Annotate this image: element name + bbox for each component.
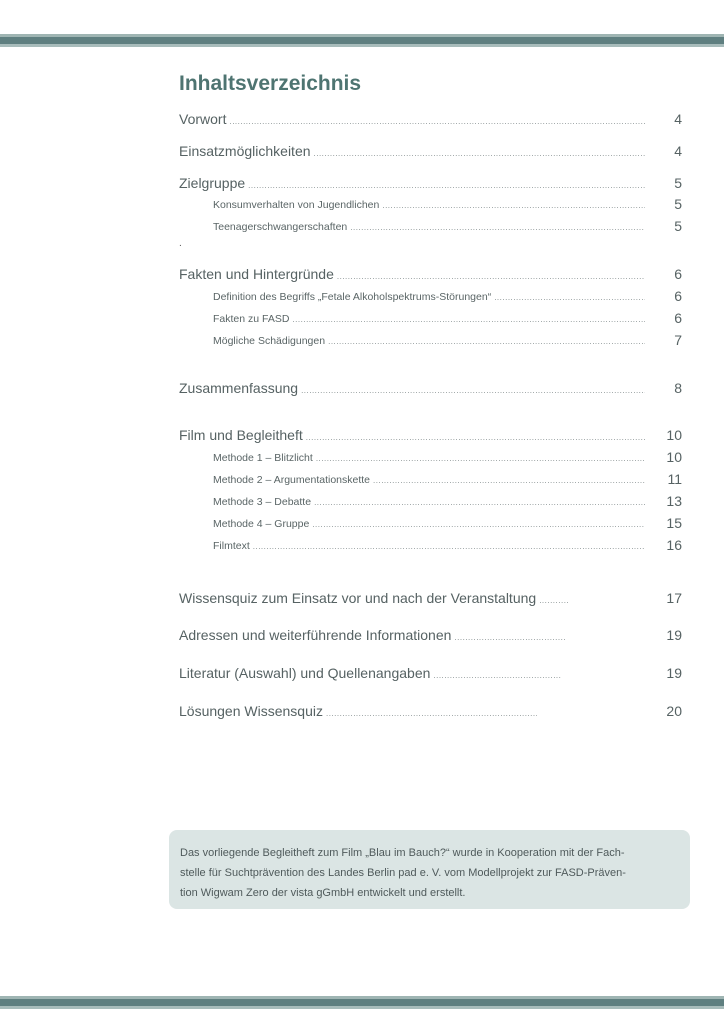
- toc-entry-film-begleitheft[interactable]: Film und Begleitheft .....: [179, 427, 647, 443]
- note-line: Das vorliegende Begleitheft zum Film „Blau im Bauch?“ wurde in Kooperation mit der Fach-: [180, 847, 625, 859]
- info-note-box: [169, 830, 690, 909]
- toc-page-number: 13: [666, 493, 682, 509]
- toc-entry-einsatzmoeglichkeiten[interactable]: Einsatzmöglichkeiten .....: [179, 143, 647, 159]
- toc-subentry-filmtext[interactable]: Filmtext .....: [213, 540, 647, 552]
- toc-page-number: 6: [674, 310, 682, 326]
- toc-page-number: 8: [674, 380, 682, 396]
- toc-page-number: 19: [666, 627, 682, 643]
- toc-page-number: 5: [674, 218, 682, 234]
- toc-subentry-definition[interactable]: Definition des Begriffs „Fetale Alkoholspektrums-Störungen“ .....: [213, 291, 647, 303]
- toc-page-number: 17: [666, 590, 682, 606]
- toc-page-number: 20: [666, 703, 682, 719]
- toc-subentry-methode-2[interactable]: Methode 2 – Argumentationskette .....: [213, 474, 647, 486]
- info-note-text: [180, 843, 682, 903]
- toc-subentry-methode-4[interactable]: Methode 4 – Gruppe .....: [213, 518, 647, 530]
- toc-entry-literatur[interactable]: Literatur (Auswahl) und Quellenangaben .....: [179, 665, 564, 681]
- stray-mark: .: [179, 238, 182, 249]
- toc-entry-fakten-hintergruende[interactable]: Fakten und Hintergründe .....: [179, 266, 647, 282]
- toc-page-number: 5: [674, 175, 682, 191]
- toc-subentry-fakten-fasd[interactable]: Fakten zu FASD .....: [213, 313, 647, 325]
- toc-page-number: 6: [674, 288, 682, 304]
- toc-entry-adressen[interactable]: Adressen und weiterführende Informationen .....: [179, 627, 568, 643]
- toc-page-number: 6: [674, 266, 682, 282]
- toc-page-number: 7: [674, 332, 682, 348]
- toc-subentry-teenagerschwangerschaften[interactable]: Teenagerschwangerschaften .....: [213, 221, 647, 233]
- toc-entry-loesungen[interactable]: Lösungen Wissensquiz .....: [179, 703, 539, 719]
- toc-page-number: 5: [674, 196, 682, 212]
- toc-page-number: 15: [666, 515, 682, 531]
- toc-page-number: 19: [666, 665, 682, 681]
- toc-entry-zielgruppe[interactable]: Zielgruppe .....: [179, 175, 647, 191]
- note-line: tion Wigwam Zero der vista gGmbH entwickelt und erstellt.: [180, 887, 466, 899]
- toc-entry-vorwort[interactable]: Vorwort .....: [179, 111, 647, 127]
- bottom-decorative-band: [0, 996, 724, 1010]
- top-decorative-band: [0, 34, 724, 48]
- toc-page-number: 16: [666, 537, 682, 553]
- toc-entry-zusammenfassung[interactable]: Zusammenfassung .....: [179, 380, 647, 396]
- toc-page-number: 10: [666, 449, 682, 465]
- toc-page-number: 4: [674, 111, 682, 127]
- toc-subentry-konsumverhalten[interactable]: Konsumverhalten von Jugendlichen .....: [213, 199, 647, 211]
- toc-subentry-methode-1[interactable]: Methode 1 – Blitzlicht .....: [213, 452, 647, 464]
- toc-page-number: 4: [674, 143, 682, 159]
- toc-page-number: 11: [667, 471, 682, 487]
- toc-subentry-methode-3[interactable]: Methode 3 – Debatte .....: [213, 496, 647, 508]
- toc-page-number: 10: [666, 427, 682, 443]
- page-title: Inhaltsverzeichnis: [179, 72, 362, 95]
- toc-subentry-schaedigungen[interactable]: Mögliche Schädigungen .....: [213, 335, 647, 347]
- toc-entry-wissensquiz[interactable]: Wissensquiz zum Einsatz vor und nach der Veranstaltung .....: [179, 590, 571, 606]
- note-line: stelle für Suchtprävention des Landes Berlin pad e. V. vom Modellprojekt zur FASD-Präven-: [180, 867, 626, 879]
